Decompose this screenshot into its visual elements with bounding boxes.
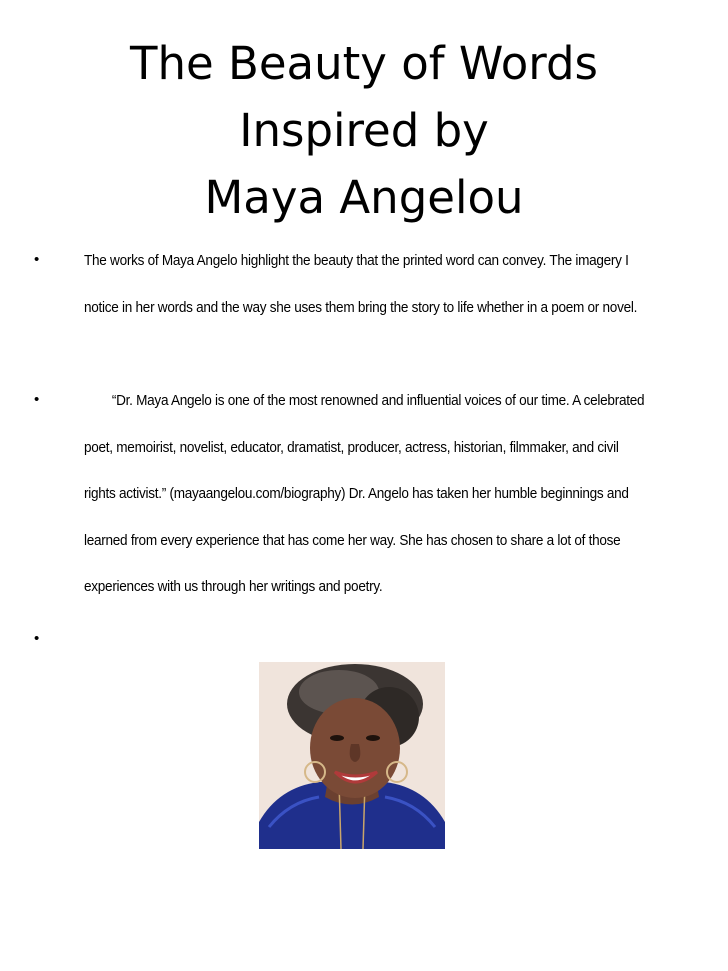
title-line-3: Maya Angelou [204, 171, 524, 224]
portrait-photo [259, 662, 445, 849]
bullet-marker: • [34, 629, 40, 647]
portrait-photo-icon [259, 662, 445, 849]
bullet-list [0, 238, 728, 651]
bullet-marker: • [34, 251, 40, 268]
title-line-1: The Beauty of Words [129, 37, 599, 90]
bullet-text: “Dr. Maya Angelo is one of the most renowned and influential voices of our time. A celebrated poet, memoirist, novelist, educator, dramatist, producer, actress, historian, filmmaker, and civil rights activist.” (mayaangelou.com/biography) Dr. Angelo has taken her humble beginnings and learned from every experience that has come her way. She has chosen to share a lot of those experiences with us through her writings and poetry. [84, 393, 645, 595]
bullet-item [0, 611, 728, 651]
title-line-2: Inspired by [239, 104, 489, 157]
bullet-marker: • [34, 391, 40, 408]
bullet-text: The works of Maya Angelo highlight the beauty that the printed word can convey. The imagery I notice in her words and the way she uses them bring the story to life whether in a poem or novel. [84, 253, 638, 316]
bullet-item [0, 378, 728, 611]
slide-title [60, 30, 668, 231]
bullet-item [0, 238, 728, 378]
